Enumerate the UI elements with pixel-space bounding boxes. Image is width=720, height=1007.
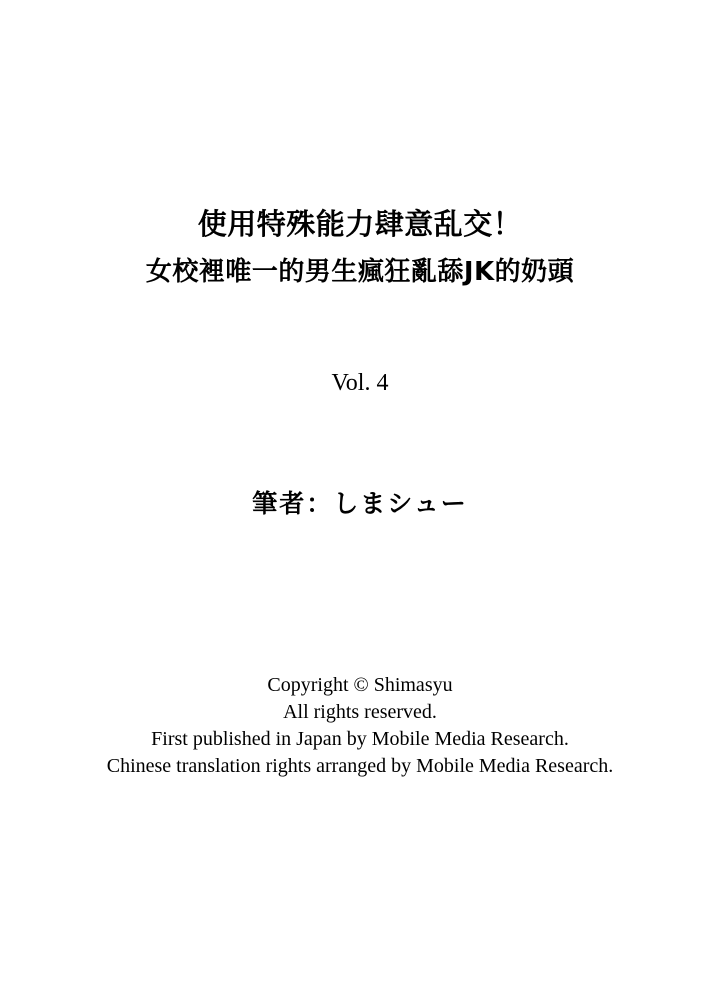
title-block [0,200,720,296]
copyright-line-2: All rights reserved. [283,701,437,723]
title-line-1: 使用特殊能力肆意乱交！ [197,207,523,241]
author-credit: 筆者：しまシュー [252,489,468,518]
copyright-line-1: Copyright © Shimasyu [267,674,453,696]
volume-label: Vol. 4 [331,370,389,396]
title-line-2: 女校裡唯一的男生瘋狂亂舔JK的奶頭 [145,257,575,287]
copyright-block [0,672,720,780]
copyright-line-3: First published in Japan by Mobile Media Research. [151,728,569,750]
copyright-line-4: Chinese translation rights arranged by Mobile Media Research. [106,755,614,777]
